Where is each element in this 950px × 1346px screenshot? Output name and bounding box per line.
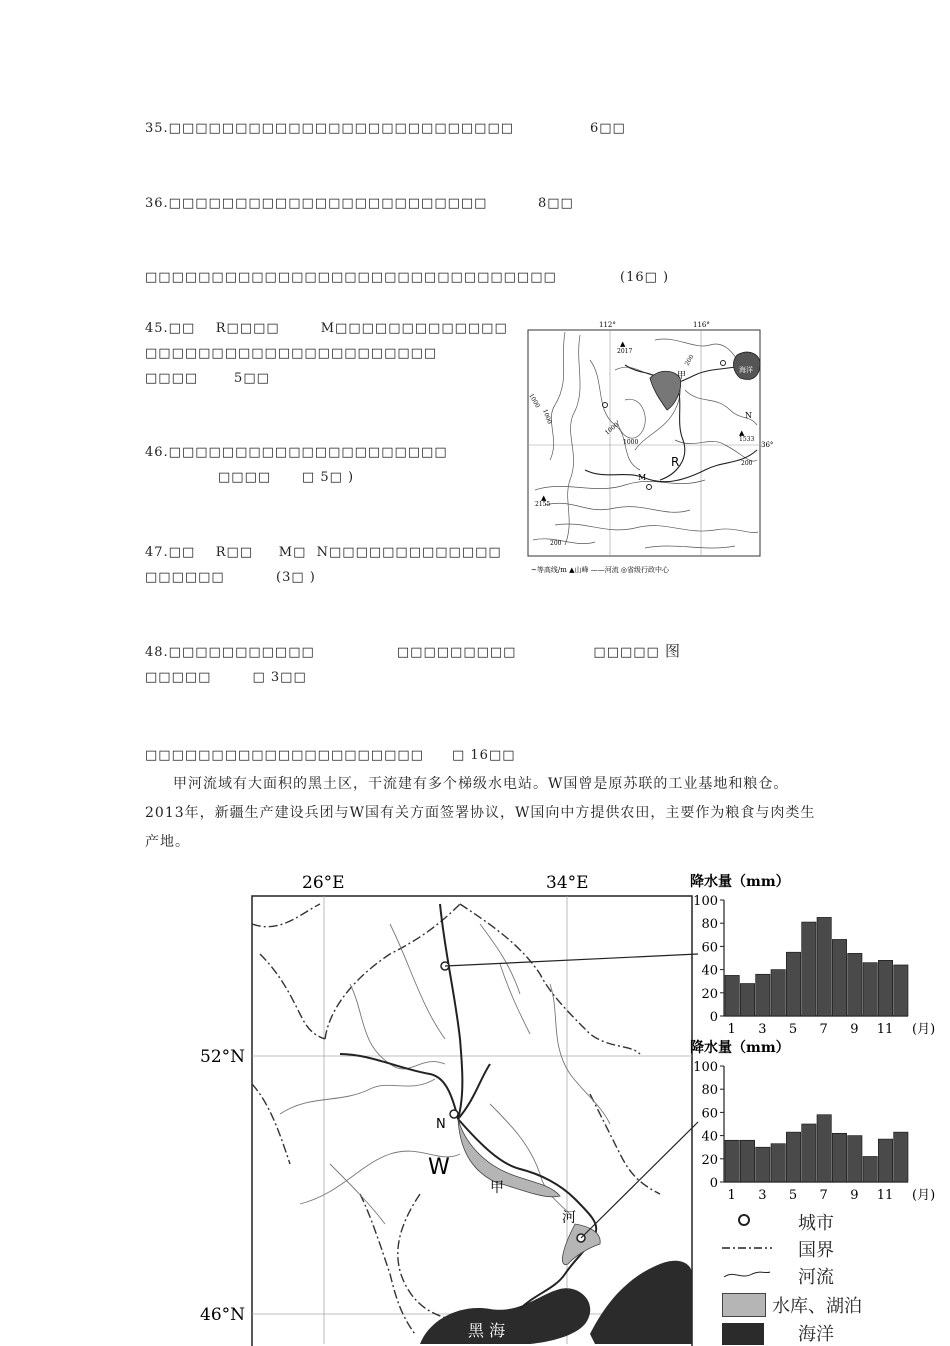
- city-icon: [738, 1214, 750, 1226]
- capital-icon: [647, 485, 652, 490]
- chart2-y-tick-label: 80: [701, 1083, 718, 1099]
- chart2-bar-6: [802, 1124, 816, 1182]
- legend-label: 河流: [798, 1267, 834, 1288]
- chart2-y-tick-label: 20: [701, 1152, 718, 1168]
- q48-line2: □□□□□ □ 3□□: [145, 670, 307, 685]
- map1-label-jia: 甲: [677, 371, 687, 381]
- legend-label: 城市: [798, 1213, 834, 1234]
- contour-label: 200: [741, 460, 753, 467]
- legend-label: 海洋: [798, 1324, 834, 1345]
- map2-label-w: W: [428, 1155, 450, 1180]
- chart2-bar-9: [848, 1136, 862, 1182]
- chart2-bar-10: [863, 1156, 877, 1182]
- map1-label-N: N: [745, 411, 752, 420]
- chart1-bar-7: [817, 917, 831, 1016]
- legend-item-river: [720, 1263, 920, 1289]
- map1-label-R: R: [671, 455, 680, 469]
- map1-elev-2017: 2017: [617, 348, 633, 355]
- contour-label: 1000: [541, 408, 553, 426]
- river-icon: [722, 1268, 772, 1282]
- map2-label-jia: 甲: [490, 1180, 504, 1196]
- q46-line1: 46.□□□□□□□□□□□□□□□□□□□□□: [145, 445, 448, 460]
- peak-icon: ▲: [739, 429, 745, 437]
- map1-lat-36: 36°: [761, 441, 774, 449]
- chart1-bar-3: [756, 974, 770, 1016]
- q35-score: 6□□: [590, 121, 626, 136]
- map1-elev-1533: 1533: [739, 436, 755, 443]
- peak-icon: ▲: [541, 494, 547, 502]
- chart1-x-label: (月): [912, 1022, 936, 1037]
- chart1-bar-11: [878, 960, 892, 1016]
- chart2-title: 降水量（mm）: [690, 1040, 790, 1056]
- section2-heading: □□□□□□□□□□□□□□□□□□□□□□□□□□□□□□□: [145, 270, 557, 285]
- map1-label-sea: 海洋: [739, 366, 753, 374]
- chart2-x-tick-label: 1: [727, 1188, 736, 1203]
- chart2-y-tick-label: 0: [709, 1176, 718, 1191]
- map1-elev-2155: 2155: [535, 501, 551, 508]
- chart2-x-tick-label: 3: [758, 1188, 767, 1203]
- chart1-bar-4: [771, 970, 785, 1016]
- chart2-x-tick-label: 11: [876, 1188, 894, 1203]
- contour-label: 1000: [527, 392, 541, 410]
- section2-score: (16□ ): [620, 270, 670, 285]
- topographic-map: [525, 320, 774, 575]
- chart2-bar-12: [894, 1132, 908, 1182]
- chart1-bar-2: [740, 984, 754, 1016]
- chart2-x-tick-label: 7: [819, 1188, 828, 1203]
- chart2-bar-3: [756, 1147, 770, 1182]
- chart2-bar-2: [740, 1140, 754, 1182]
- chart2-bar-8: [832, 1133, 846, 1182]
- chart1-bar-10: [863, 963, 877, 1016]
- chart1-y-tick-label: 0: [709, 1010, 718, 1025]
- chart2-y-tick-label: 60: [701, 1106, 718, 1122]
- legend-item-city: [720, 1209, 920, 1235]
- chart2-bar-11: [878, 1139, 892, 1182]
- map1-lon-112: 112°: [599, 321, 616, 329]
- chart1-x-tick-label: 11: [876, 1022, 894, 1037]
- contour-label: 1000: [603, 421, 620, 437]
- river-map: [190, 864, 710, 1344]
- chart1-title: 降水量（mm）: [690, 874, 790, 890]
- chart1-y-tick-label: 80: [701, 917, 718, 933]
- section3-score: □ 16□□: [452, 748, 516, 763]
- chart2-bar-4: [771, 1144, 785, 1182]
- contour-label: 200: [550, 540, 562, 547]
- q46-line2: □□□□ □ 5□ ): [218, 470, 355, 485]
- passage: 甲河流域有大面积的黑土区，干流建有多个梯级水电站。W国曾是原苏联的工业基地和粮仓。2013年，新疆生产建设兵团与W国有关方面签署协议，W国向中方提供农田，主要作为粮食与肉类生产地。: [145, 776, 816, 850]
- chart1-bar-6: [802, 922, 816, 1016]
- legend-item-border: [720, 1236, 920, 1262]
- map2-label-n: N: [436, 1117, 446, 1132]
- map1-legend: ~等高线/m ▲山峰 ——河流 ◎省级行政中心: [531, 566, 670, 574]
- chart2-x-tick-label: 5: [788, 1188, 798, 1203]
- chart1-y-tick-label: 40: [701, 963, 718, 979]
- chart1-x-tick-label: 3: [758, 1022, 767, 1037]
- peak-icon: ▲: [620, 340, 626, 348]
- q45-line3: □□□□ 5□□: [145, 371, 270, 386]
- legend-label: 国界: [798, 1240, 834, 1261]
- q35-text: 35.□□□□□□□□□□□□□□□□□□□□□□□□□□: [145, 121, 515, 136]
- chart2-y-tick-label: 40: [701, 1129, 718, 1145]
- q47-line2: □□□□□□ (3□ ): [145, 570, 316, 585]
- chart1-bar-5: [786, 952, 800, 1016]
- lake-icon: [722, 1293, 766, 1317]
- map2-lon-26e: 26°E: [302, 873, 345, 893]
- q45-line1: 45.□□ R□□□□ M□□□□□□□□□□□□□: [145, 321, 508, 336]
- chart1-y-tick-label: 20: [701, 986, 718, 1002]
- q47-line1: 47.□□ R□□ M□ N□□□□□□□□□□□□□: [145, 545, 502, 560]
- chart2-bar-5: [786, 1132, 800, 1182]
- chart1-x-tick-label: 5: [788, 1022, 798, 1037]
- contour-label: 1000: [623, 439, 639, 446]
- map2-lat-46n: 46°N: [200, 1305, 246, 1325]
- chart1-y-tick-label: 100: [693, 894, 718, 909]
- chart2-bar-7: [817, 1115, 831, 1182]
- chart1-y-tick-label: 60: [701, 940, 718, 956]
- q36-score: 8□□: [538, 196, 574, 211]
- precipitation-chart-lower: [684, 1034, 944, 1203]
- section3-heading: □□□□□□□□□□□□□□□□□□□□□: [145, 748, 424, 763]
- ocean-icon: [722, 1323, 764, 1345]
- precipitation-chart-upper: [684, 868, 944, 1038]
- chart2-bar-1: [725, 1140, 739, 1182]
- chart1-x-tick-label: 9: [850, 1022, 859, 1037]
- figure-label: 图: [665, 642, 682, 660]
- chart2-x-label: (月): [912, 1188, 936, 1203]
- map2-sea-label: 黑 海: [468, 1321, 506, 1340]
- chart1-bar-9: [848, 953, 862, 1016]
- legend-label: 水库、湖泊: [772, 1296, 862, 1317]
- chart2-x-tick-label: 9: [850, 1188, 859, 1203]
- chart1-bar-12: [894, 965, 908, 1016]
- city-icon: [450, 1110, 458, 1118]
- chart1-bar-1: [725, 975, 739, 1016]
- capital-icon: [721, 361, 726, 366]
- capital-icon: [603, 403, 608, 408]
- map2-lon-34e: 34°E: [546, 873, 589, 893]
- legend-item-ocean: [720, 1320, 920, 1346]
- map1-lon-116: 116°: [693, 321, 710, 329]
- map1-label-M: M: [638, 473, 647, 482]
- border-icon: [722, 1241, 772, 1255]
- chart1-x-tick-label: 1: [727, 1022, 736, 1037]
- chart2-y-tick-label: 100: [693, 1060, 718, 1075]
- q48-line1: 48.□□□□□□□□□□□ □□□□□□□□□ □□□□□: [145, 645, 660, 660]
- map2-label-he: 河: [562, 1210, 576, 1226]
- legend-item-lake: [720, 1292, 920, 1318]
- map2-lat-52n: 52°N: [200, 1047, 246, 1067]
- q45-line2: □□□□□□□□□□□□□□□□□□□□□□: [145, 346, 438, 361]
- chart1-x-tick-label: 7: [819, 1022, 828, 1037]
- q36-text: 36.□□□□□□□□□□□□□□□□□□□□□□□□: [145, 196, 488, 211]
- contour-label: 200: [683, 353, 696, 367]
- chart1-bar-8: [832, 939, 846, 1016]
